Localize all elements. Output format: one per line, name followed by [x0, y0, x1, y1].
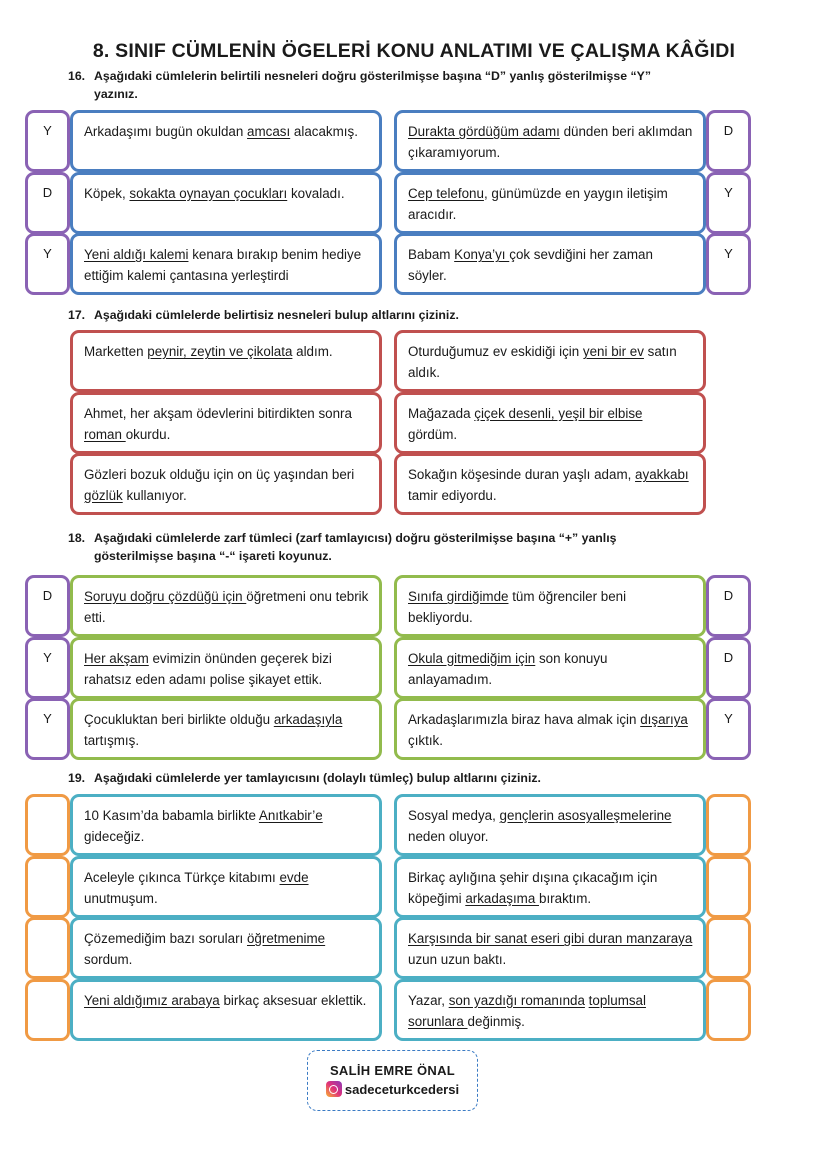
sentence-text: Sosyal medya,: [408, 808, 500, 823]
sentence-text: okurdu.: [125, 426, 171, 442]
answer-box[interactable]: D: [706, 110, 751, 172]
author-name: SALİH EMRE ÖNAL: [329, 1063, 456, 1078]
answer-box[interactable]: Y: [25, 233, 70, 295]
sentence-text: aldım.: [292, 344, 333, 359]
sentence-text: dünden beri aklımdan çıkaramıyorum.: [408, 124, 693, 160]
question-number: 16.: [68, 69, 86, 83]
underlined-phrase: peynir, zeytin ve çikolata: [147, 344, 293, 359]
sentence-text: evimizin önünden geçerek bizi rahatsız eden adamı polise şikayet ettik.: [84, 650, 332, 687]
sentence-box: [70, 330, 382, 392]
sentence-box: [394, 637, 706, 699]
underlined-phrase: Soruyu doğru çözdüğü için: [84, 589, 247, 604]
sentence-box: [70, 575, 382, 637]
sentence-box: [70, 453, 382, 515]
sentence-text: tartışmış.: [84, 733, 140, 748]
sentence-text: Arkadaşlarımızla biraz hava almak için: [408, 712, 641, 727]
question-19-heading: [68, 769, 758, 787]
underlined-phrase: yeni bir ev: [582, 344, 644, 359]
sentence-text: Mağazada: [408, 405, 475, 421]
answer-box[interactable]: [706, 917, 751, 979]
underlined-phrase: son yazdığı romanında: [448, 992, 585, 1008]
sentence-box: [70, 110, 382, 172]
sentence-text: kovaladı.: [287, 185, 345, 201]
sentence-text: kullanıyor.: [122, 488, 187, 503]
underlined-phrase: roman: [84, 426, 126, 442]
sentence-box: [394, 233, 706, 295]
underlined-phrase: Sınıfa girdiğimde: [408, 589, 509, 604]
sentence-text: Çocukluktan beri birlikte olduğu: [84, 712, 274, 727]
author-credit: [307, 1050, 478, 1111]
answer-box[interactable]: [706, 794, 751, 856]
answer-box[interactable]: Y: [706, 172, 751, 234]
sentence-box: [394, 575, 706, 637]
answer-box[interactable]: Y: [25, 637, 70, 699]
sentence-box: [70, 172, 382, 234]
sentence-text: sordum.: [84, 952, 133, 967]
author-handle: [308, 1081, 477, 1097]
sentence-text: 10 Kasım’da babamla birlikte: [84, 808, 259, 823]
sentence-text: neden oluyor.: [408, 829, 489, 844]
sentence-text: kenara bırakıp benim hediye ettiğim kalemi çantasına yerleştirdi: [84, 247, 362, 283]
sentence-text: Birkaç aylığına şehir dışına çıkacağım için köpeğimi: [408, 869, 658, 906]
underlined-phrase: Yeni aldığımız arabaya: [84, 992, 220, 1008]
page-title: 8. SINIF CÜMLENİN ÖGELERİ KONU ANLATIMI VE ÇALIŞMA KÂĞIDI: [92, 40, 736, 62]
underlined-phrase: gençlerin asosyalleşmelerine: [499, 808, 672, 823]
sentence-box: [394, 698, 706, 760]
answer-box[interactable]: [706, 979, 751, 1041]
question-text-continued: yazınız.: [94, 87, 138, 101]
sentence-text: tamir ediyordu.: [408, 488, 497, 503]
question-16-heading: [68, 67, 758, 103]
underlined-phrase: toplumsal sorunlara: [408, 992, 646, 1029]
underlined-phrase: Karşısında bir sanat eseri gibi duran manzaraya: [408, 931, 693, 946]
underlined-phrase: öğretmenime: [246, 931, 326, 946]
sentence-text: Köpek,: [84, 185, 130, 201]
underlined-phrase: gözlük: [84, 488, 123, 503]
answer-box[interactable]: [25, 917, 70, 979]
question-number: 18.: [68, 531, 86, 545]
sentence-box: [394, 453, 706, 515]
sentence-text: gördüm.: [408, 426, 458, 442]
sentence-text: Ahmet, her akşam ödevlerini bitirdikten sonra: [84, 405, 352, 421]
sentence-box: [70, 794, 382, 856]
answer-box[interactable]: Y: [706, 233, 751, 295]
sentence-box: [394, 856, 706, 918]
answer-box[interactable]: [706, 856, 751, 918]
sentence-box: [394, 110, 706, 172]
answer-box[interactable]: D: [706, 575, 751, 637]
sentence-text: Aceleyle çıkınca Türkçe kitabımı: [84, 869, 280, 885]
underlined-phrase: arkadaşıma: [465, 890, 539, 906]
underlined-phrase: Yeni aldığı kalemi: [84, 247, 189, 262]
question-text: Aşağıdaki cümlelerin belirtili nesneleri doğru gösterilmişse başına “D” yanlış gösterilmişse “Y”: [94, 69, 651, 83]
sentence-box: [394, 917, 706, 979]
sentence-text: çok sevdiğini her zaman söyler.: [408, 247, 653, 283]
sentence-box: [70, 637, 382, 699]
sentence-text: Arkadaşımı bugün okuldan: [84, 124, 248, 139]
sentence-text: değinmiş.: [467, 1013, 525, 1029]
underlined-phrase: evde: [279, 869, 309, 885]
underlined-phrase: ayakkabı: [635, 467, 689, 482]
answer-box[interactable]: D: [25, 172, 70, 234]
sentence-text: birkaç aksesuar eklettik.: [219, 992, 367, 1008]
sentence-text: Marketten: [84, 344, 148, 359]
underlined-phrase: çiçek desenli, yeşil bir elbise: [474, 405, 643, 421]
sentence-box: [70, 979, 382, 1041]
sentence-text: Çözemediğim bazı soruları: [84, 931, 247, 946]
sentence-text: gideceğiz.: [84, 829, 145, 844]
answer-box[interactable]: [25, 979, 70, 1041]
sentence-text: öğretmeni onu tebrik etti.: [84, 589, 369, 625]
underlined-phrase: sokakta oynayan çocukları: [129, 185, 288, 201]
answer-box[interactable]: Y: [706, 698, 751, 760]
question-number: 19.: [68, 771, 86, 785]
sentence-box: [70, 233, 382, 295]
answer-box[interactable]: Y: [25, 110, 70, 172]
underlined-phrase: dışarıya: [640, 712, 688, 727]
question-18-heading: [68, 529, 758, 565]
question-text-continued: gösterilmişse başına “-“ işareti koyunuz.: [94, 549, 332, 563]
sentence-text: , günümüzde en yaygın iletişim aracıdır.: [408, 185, 668, 222]
sentence-text: Gözleri bozuk olduğu için on üç yaşından beri: [84, 467, 355, 482]
question-text: Aşağıdaki cümlelerde yer tamlayıcısını (dolaylı tümleç) bulup altlarını çiziniz.: [94, 771, 541, 785]
sentence-text: bıraktım.: [539, 890, 592, 906]
sentence-box: [394, 979, 706, 1041]
answer-box[interactable]: [25, 856, 70, 918]
sentence-box: [394, 794, 706, 856]
answer-box[interactable]: D: [25, 575, 70, 637]
question-number: 17.: [68, 308, 86, 322]
instagram-icon: [326, 1081, 342, 1097]
question-17-heading: [68, 306, 758, 324]
sentence-text: alacakmış.: [290, 124, 358, 139]
instagram-handle: sadeceturkcedersi: [344, 1081, 460, 1097]
answer-box[interactable]: Y: [25, 698, 70, 760]
sentence-text: Sokağın köşesinde duran yaşlı adam,: [408, 467, 636, 482]
sentence-box: [70, 856, 382, 918]
sentence-text: unutmuşum.: [84, 890, 158, 906]
answer-box[interactable]: D: [706, 637, 751, 699]
sentence-box: [70, 917, 382, 979]
underlined-phrase: amcası: [247, 124, 291, 139]
question-text: Aşağıdaki cümlelerde zarf tümleci (zarf tamlayıcısı) doğru gösterilmişse başına “+” yanlış: [94, 531, 617, 545]
underlined-phrase: Konya’yı: [454, 247, 510, 262]
sentence-box: [70, 698, 382, 760]
underlined-phrase: arkadaşıyla: [273, 712, 343, 727]
sentence-box: [394, 392, 706, 454]
question-text: Aşağıdaki cümlelerde belirtisiz nesneleri bulup altlarını çiziniz.: [94, 308, 459, 322]
underlined-phrase: Cep telefonu: [408, 185, 484, 201]
sentence-box: [394, 172, 706, 234]
sentence-text: çıktık.: [408, 733, 443, 748]
sentence-text: Oturduğumuz ev eskidiği için: [408, 344, 583, 359]
underlined-phrase: Her akşam: [84, 650, 149, 666]
sentence-text: satın aldık.: [408, 344, 677, 380]
sentence-text: tüm öğrenciler beni bekliyordu.: [408, 589, 627, 625]
underlined-phrase: Okula gitmediğim için: [408, 650, 536, 666]
sentence-text: uzun uzun baktı.: [408, 952, 507, 967]
underlined-phrase: Durakta gördüğüm adamı: [408, 124, 560, 139]
sentence-box: [394, 330, 706, 392]
sentence-text: Yazar,: [408, 992, 449, 1008]
sentence-text: son konuyu anlayamadım.: [408, 650, 608, 687]
sentence-text: Babam: [408, 247, 455, 262]
answer-box[interactable]: [25, 794, 70, 856]
underlined-phrase: Anıtkabir’e: [258, 808, 323, 823]
sentence-box: [70, 392, 382, 454]
